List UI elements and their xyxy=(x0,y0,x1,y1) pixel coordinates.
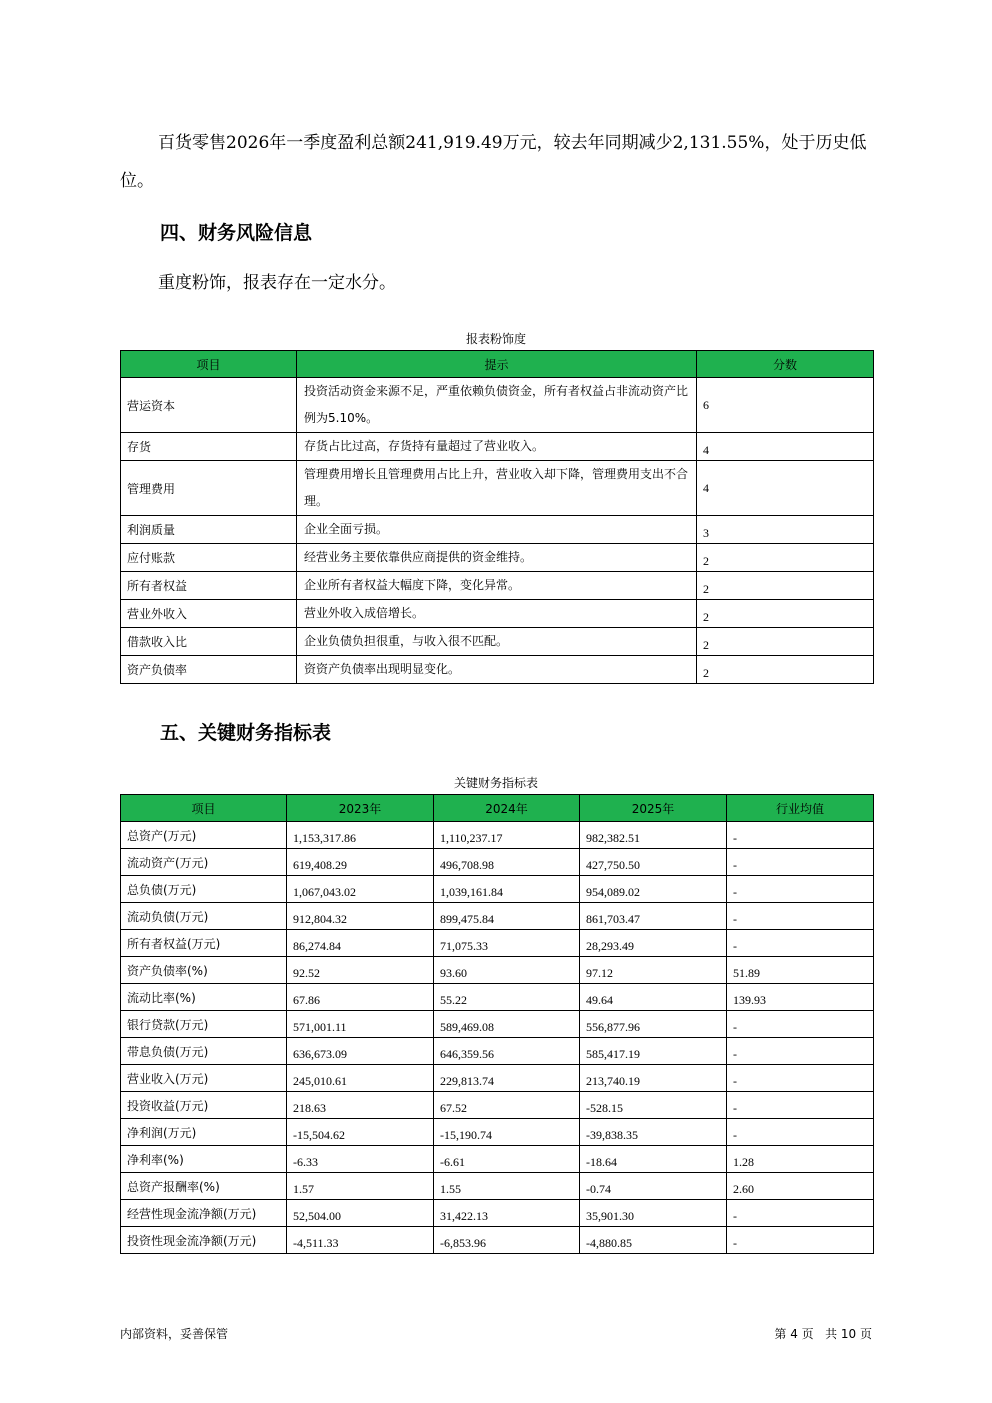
risk-item-cell: 借款收入比 xyxy=(121,628,297,656)
indicator-industry-avg-cell: - xyxy=(727,1119,874,1146)
footer-page-number: 第 4 页 共 10 页 xyxy=(774,1327,872,1341)
indicator-item-cell: 投资性现金流净额(万元) xyxy=(121,1227,287,1254)
risk-table-row xyxy=(121,544,874,572)
indicator-2025-cell: -0.74 xyxy=(580,1173,727,1200)
indicator-2025-cell: 982,382.51 xyxy=(580,822,727,849)
indicator-industry-avg-cell: - xyxy=(727,1200,874,1227)
indicator-table-row xyxy=(121,903,874,930)
footer-confidential: 内部资料，妥善保管 xyxy=(120,1327,229,1341)
indicator-item-cell: 银行贷款(万元) xyxy=(121,1011,287,1038)
indicator-2023-cell: 245,010.61 xyxy=(287,1065,434,1092)
indicator-2024-cell: 93.60 xyxy=(434,957,580,984)
indicator-2024-cell: 589,469.08 xyxy=(434,1011,580,1038)
indicator-item-cell: 总负债(万元) xyxy=(121,876,287,903)
indicator-2023-cell: 571,001.11 xyxy=(287,1011,434,1038)
indicator-2023-cell: 1.57 xyxy=(287,1173,434,1200)
indicator-2025-cell: -39,838.35 xyxy=(580,1119,727,1146)
risk-score-cell: 2 xyxy=(697,544,874,572)
intro-paragraph-text: 百货零售2026年一季度盈利总额241,919.49万元，较去年同期减少2,131.55%，处于历史低位。 xyxy=(120,133,867,191)
indicator-2025-cell: 861,703.47 xyxy=(580,903,727,930)
indicator-item-cell: 流动比率(%) xyxy=(121,984,287,1011)
risk-hint-cell: 管理费用增长且管理费用占比上升，营业收入却下降，管理费用支出不合理。 xyxy=(297,461,697,516)
indicator-table-row xyxy=(121,1065,874,1092)
risk-table-row xyxy=(121,628,874,656)
indicator-item-cell: 投资收益(万元) xyxy=(121,1092,287,1119)
indicator-industry-avg-cell: - xyxy=(727,1038,874,1065)
indicator-industry-avg-cell: 1.28 xyxy=(727,1146,874,1173)
risk-hint-cell: 企业全面亏损。 xyxy=(297,516,697,544)
indicator-item-cell: 营业收入(万元) xyxy=(121,1065,287,1092)
risk-score-cell: 6 xyxy=(697,378,874,433)
indicator-item-cell: 经营性现金流净额(万元) xyxy=(121,1200,287,1227)
indicator-industry-avg-cell: 2.60 xyxy=(727,1173,874,1200)
risk-table-row xyxy=(121,572,874,600)
indicator-2024-cell: 899,475.84 xyxy=(434,903,580,930)
indicator-industry-avg-cell: - xyxy=(727,903,874,930)
indicator-2024-cell: 1.55 xyxy=(434,1173,580,1200)
risk-item-cell: 资产负债率 xyxy=(121,656,297,684)
indicator-2024-cell: -6,853.96 xyxy=(434,1227,580,1254)
intro-paragraph xyxy=(120,124,872,200)
indicator-industry-avg-cell: - xyxy=(727,1065,874,1092)
indicator-2025-cell: 35,901.30 xyxy=(580,1200,727,1227)
indicator-2023-cell: 92.52 xyxy=(287,957,434,984)
indicator-table-row xyxy=(121,876,874,903)
indicator-2023-cell: -4,511.33 xyxy=(287,1227,434,1254)
indicator-header-2024: 2024年 xyxy=(434,795,580,822)
indicator-2025-cell: -528.15 xyxy=(580,1092,727,1119)
indicator-item-cell: 净利率(%) xyxy=(121,1146,287,1173)
indicator-2025-cell: 28,293.49 xyxy=(580,930,727,957)
indicator-2025-cell: 585,417.19 xyxy=(580,1038,727,1065)
risk-table-row xyxy=(121,516,874,544)
indicator-2024-cell: 646,359.56 xyxy=(434,1038,580,1065)
indicator-item-cell: 总资产报酬率(%) xyxy=(121,1173,287,1200)
risk-hint-cell: 资资产负债率出现明显变化。 xyxy=(297,656,697,684)
indicator-2023-cell: 52,504.00 xyxy=(287,1200,434,1227)
indicator-table-row xyxy=(121,849,874,876)
risk-hint-cell: 企业所有者权益大幅度下降，变化异常。 xyxy=(297,572,697,600)
indicator-table-row xyxy=(121,1119,874,1146)
indicator-item-cell: 所有者权益(万元) xyxy=(121,930,287,957)
indicator-table-row xyxy=(121,930,874,957)
indicator-2023-cell: 86,274.84 xyxy=(287,930,434,957)
indicator-header-2023: 2023年 xyxy=(287,795,434,822)
indicator-2023-cell: 1,153,317.86 xyxy=(287,822,434,849)
indicator-2025-cell: 49.64 xyxy=(580,984,727,1011)
indicator-2025-cell: -4,880.85 xyxy=(580,1227,727,1254)
risk-item-cell: 营业外收入 xyxy=(121,600,297,628)
risk-hint-cell: 投资活动资金来源不足，严重依赖负债资金，所有者权益占非流动资产比例为5.10%。 xyxy=(297,378,697,433)
risk-table-row xyxy=(121,600,874,628)
indicator-2025-cell: 213,740.19 xyxy=(580,1065,727,1092)
indicator-table-row xyxy=(121,984,874,1011)
indicator-2023-cell: 636,673.09 xyxy=(287,1038,434,1065)
indicator-2023-cell: -15,504.62 xyxy=(287,1119,434,1146)
risk-hint-cell: 营业外收入成倍增长。 xyxy=(297,600,697,628)
risk-item-cell: 所有者权益 xyxy=(121,572,297,600)
indicator-2024-cell: 229,813.74 xyxy=(434,1065,580,1092)
risk-hint-cell: 经营业务主要依靠供应商提供的资金维持。 xyxy=(297,544,697,572)
section4-summary: 重度粉饰，报表存在一定水分。 xyxy=(158,273,396,293)
indicator-2023-cell: 1,067,043.02 xyxy=(287,876,434,903)
indicator-industry-avg-cell: - xyxy=(727,876,874,903)
indicator-table-row xyxy=(121,1011,874,1038)
indicator-2024-cell: -6.61 xyxy=(434,1146,580,1173)
indicator-table-row xyxy=(121,1227,874,1254)
indicator-2024-cell: 55.22 xyxy=(434,984,580,1011)
risk-hint-cell: 企业负债负担很重，与收入很不匹配。 xyxy=(297,628,697,656)
indicator-item-cell: 流动负债(万元) xyxy=(121,903,287,930)
indicator-2023-cell: 912,804.32 xyxy=(287,903,434,930)
indicator-table-row xyxy=(121,822,874,849)
indicator-table-row xyxy=(121,1038,874,1065)
indicator-industry-avg-cell: - xyxy=(727,1011,874,1038)
risk-hint-cell: 存货占比过高，存货持有量超过了营业收入。 xyxy=(297,433,697,461)
indicator-item-cell: 带息负债(万元) xyxy=(121,1038,287,1065)
indicator-table xyxy=(120,794,874,1254)
indicator-item-cell: 总资产(万元) xyxy=(121,822,287,849)
risk-item-cell: 存货 xyxy=(121,433,297,461)
indicator-industry-avg-cell: - xyxy=(727,930,874,957)
indicator-table-row xyxy=(121,1200,874,1227)
risk-item-cell: 管理费用 xyxy=(121,461,297,516)
indicator-2023-cell: 619,408.29 xyxy=(287,849,434,876)
risk-score-cell: 4 xyxy=(697,461,874,516)
risk-score-cell: 4 xyxy=(697,433,874,461)
indicator-2024-cell: -15,190.74 xyxy=(434,1119,580,1146)
indicator-industry-avg-cell: - xyxy=(727,1092,874,1119)
indicator-2025-cell: 954,089.02 xyxy=(580,876,727,903)
indicator-2025-cell: 427,750.50 xyxy=(580,849,727,876)
indicator-table-caption: 关键财务指标表 xyxy=(453,776,538,790)
risk-item-cell: 营运资本 xyxy=(121,378,297,433)
indicator-table-row xyxy=(121,1146,874,1173)
indicator-industry-avg-cell: - xyxy=(727,822,874,849)
risk-score-cell: 2 xyxy=(697,656,874,684)
indicator-header-2025: 2025年 xyxy=(580,795,727,822)
indicator-2024-cell: 496,708.98 xyxy=(434,849,580,876)
indicator-industry-avg-cell: 139.93 xyxy=(727,984,874,1011)
indicator-industry-avg-cell: - xyxy=(727,849,874,876)
indicator-2023-cell: -6.33 xyxy=(287,1146,434,1173)
indicator-2024-cell: 31,422.13 xyxy=(434,1200,580,1227)
risk-item-cell: 利润质量 xyxy=(121,516,297,544)
risk-header-hint: 提示 xyxy=(297,351,697,378)
indicator-industry-avg-cell: 51.89 xyxy=(727,957,874,984)
indicator-item-cell: 净利润(万元) xyxy=(121,1119,287,1146)
section4-title: 四、财务风险信息 xyxy=(160,222,313,244)
risk-header-item: 项目 xyxy=(121,351,297,378)
indicator-table-header xyxy=(121,795,874,822)
risk-table-row xyxy=(121,656,874,684)
indicator-industry-avg-cell: - xyxy=(727,1227,874,1254)
risk-score-cell: 2 xyxy=(697,628,874,656)
indicator-2024-cell: 67.52 xyxy=(434,1092,580,1119)
indicator-2025-cell: 97.12 xyxy=(580,957,727,984)
indicator-2024-cell: 71,075.33 xyxy=(434,930,580,957)
indicator-item-cell: 资产负债率(%) xyxy=(121,957,287,984)
indicator-2024-cell: 1,110,237.17 xyxy=(434,822,580,849)
indicator-table-row xyxy=(121,957,874,984)
section5-title: 五、关键财务指标表 xyxy=(160,722,332,744)
indicator-2023-cell: 67.86 xyxy=(287,984,434,1011)
risk-table xyxy=(120,350,874,684)
risk-score-cell: 3 xyxy=(697,516,874,544)
risk-table-header xyxy=(121,351,874,378)
indicator-2025-cell: -18.64 xyxy=(580,1146,727,1173)
risk-table-row xyxy=(121,378,874,433)
indicator-2024-cell: 1,039,161.84 xyxy=(434,876,580,903)
indicator-2023-cell: 218.63 xyxy=(287,1092,434,1119)
risk-header-score: 分数 xyxy=(697,351,874,378)
risk-table-row xyxy=(121,433,874,461)
risk-score-cell: 2 xyxy=(697,572,874,600)
risk-score-cell: 2 xyxy=(697,600,874,628)
risk-table-caption: 报表粉饰度 xyxy=(465,332,526,346)
indicator-table-row xyxy=(121,1092,874,1119)
indicator-header-item: 项目 xyxy=(121,795,287,822)
indicator-item-cell: 流动资产(万元) xyxy=(121,849,287,876)
indicator-header-industry-avg: 行业均值 xyxy=(727,795,874,822)
indicator-2025-cell: 556,877.96 xyxy=(580,1011,727,1038)
risk-item-cell: 应付账款 xyxy=(121,544,297,572)
indicator-table-row xyxy=(121,1173,874,1200)
risk-table-row xyxy=(121,461,874,516)
